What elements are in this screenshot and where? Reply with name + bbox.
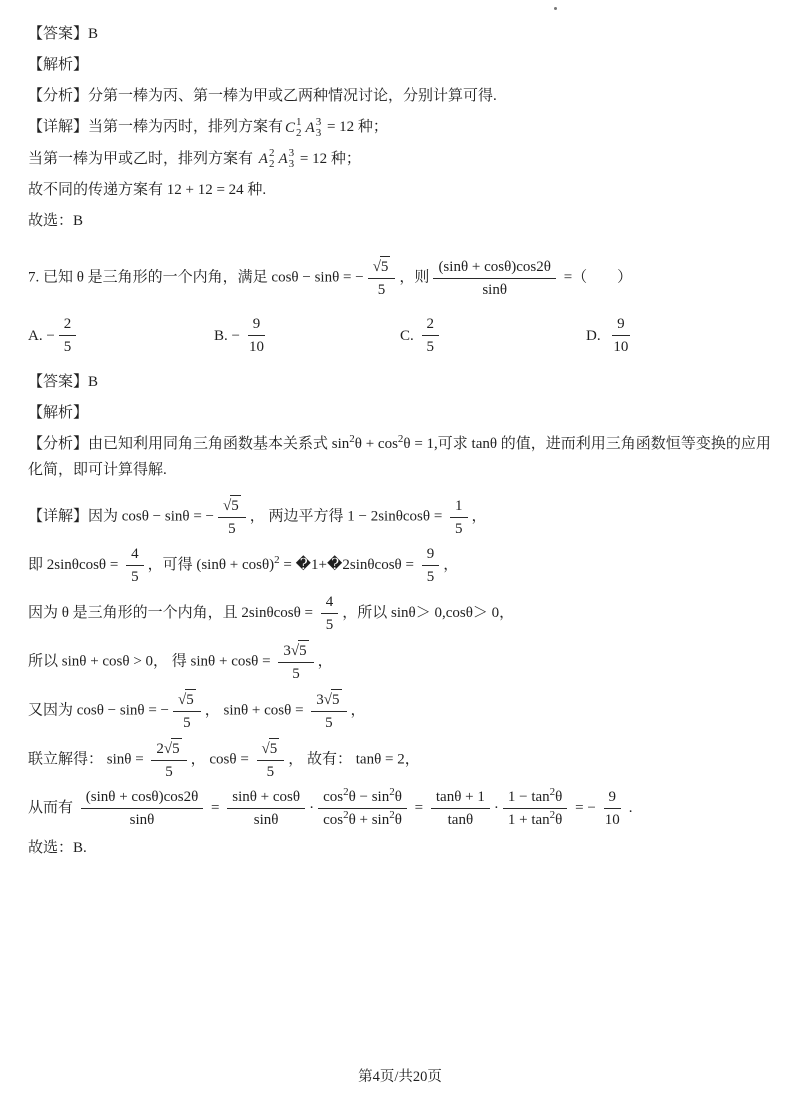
text-run: 5: [131, 569, 139, 586]
text-run: 9: [608, 789, 617, 806]
text-run: 【分析】分第一棒为丙、第一棒为甲或乙两种情况讨论，分别计算可得.: [28, 88, 497, 104]
options-row-q7: [28, 314, 772, 357]
text-run: 9: [617, 316, 625, 333]
text-run: 4: [325, 594, 334, 611]
fraction-denominator: [503, 809, 567, 830]
text-run: = −: [571, 800, 596, 817]
text-run: 9: [252, 316, 261, 333]
text-run: A. −: [28, 327, 55, 344]
radicand: [331, 689, 342, 710]
math-fraction: [218, 495, 246, 539]
radicand: [269, 738, 280, 759]
text-run: ， sinθ + cosθ =: [204, 702, 308, 719]
fraction-numerator: [278, 640, 313, 663]
radicand: [171, 738, 182, 759]
fraction-numerator: [321, 592, 339, 614]
text-run: ，: [317, 653, 333, 670]
text-run: 5: [165, 764, 173, 781]
text-run: 10: [248, 339, 264, 356]
fraction-numerator: [248, 314, 266, 336]
text-run: 从而有: [28, 800, 77, 817]
text-run: 5: [299, 643, 307, 660]
choice-q6: [28, 208, 772, 234]
math-fraction: [278, 640, 313, 684]
text-run: (sinθ + cosθ)cos2θ: [438, 258, 551, 275]
fraction-denominator: [373, 279, 391, 300]
fraction-numerator: [503, 787, 567, 809]
jiexi-label-q6: [28, 52, 772, 78]
text-run: 又因为 cosθ − sinθ = −: [28, 702, 169, 719]
fraction-numerator: [422, 314, 440, 336]
fraction-numerator: [368, 256, 396, 279]
text-run: 【解析】: [28, 57, 89, 73]
fraction-denominator: [422, 336, 440, 357]
script-sub: 2: [268, 158, 275, 171]
document-content: [28, 16, 772, 866]
fraction-numerator: [433, 257, 556, 279]
text-run: 5: [269, 741, 278, 758]
radical-sign-icon: √: [223, 498, 232, 515]
fraction-denominator: [125, 809, 160, 830]
text-run: ·: [309, 800, 315, 817]
fraction-numerator: [173, 689, 201, 712]
radicand: [298, 640, 309, 661]
text-run: 2: [63, 316, 72, 333]
text-run: ， 故有： tanθ = 2，: [288, 751, 420, 768]
square-root: [262, 738, 280, 759]
analysis-q7: [28, 431, 772, 483]
text-run: ，: [471, 508, 487, 525]
radical-sign-icon: √: [323, 692, 333, 709]
text-run: ，: [350, 702, 366, 719]
text-run: 因为 θ 是三角形的一个内角，且 2sinθcosθ =: [28, 605, 317, 622]
text-run: 5: [292, 666, 300, 683]
math-fraction: [244, 314, 269, 357]
script-base: A: [305, 119, 315, 136]
radicand: [230, 495, 241, 516]
text-run: 1 + tan: [507, 812, 550, 829]
text-run: sinθ: [129, 812, 155, 829]
math-fraction: [151, 738, 186, 782]
superscript: 2: [389, 786, 395, 799]
math-fraction: [59, 314, 77, 357]
fraction-numerator: [422, 544, 440, 566]
math-fraction: [600, 787, 625, 830]
choice-q7: [28, 835, 772, 861]
radicand: [380, 256, 391, 277]
text-run: 5: [266, 764, 275, 781]
text-run: C.: [400, 327, 418, 344]
text-run: =（ ）: [559, 269, 633, 286]
fraction-numerator: [218, 495, 246, 518]
text-run: 3: [283, 643, 291, 660]
text-run: 5: [183, 715, 191, 732]
script-sup: 3: [288, 147, 295, 160]
text-run: 5: [186, 692, 194, 709]
fraction-denominator: [450, 518, 468, 539]
script-stack: [289, 148, 295, 170]
fraction-numerator: [81, 787, 204, 809]
math-fraction: [608, 314, 633, 357]
text-run: 10: [604, 812, 620, 829]
fraction-numerator: [431, 787, 490, 809]
solution-q7-step5: [28, 689, 772, 733]
option-item: [400, 314, 586, 357]
math-fraction: [422, 544, 440, 587]
text-run: D.: [586, 327, 605, 344]
solution-q6-step2: [28, 146, 772, 173]
radical-sign-icon: √: [178, 692, 187, 709]
radical-sign-icon: √: [372, 259, 381, 276]
text-run: 故选：B.: [28, 840, 87, 857]
solution-q7-step1: [28, 495, 772, 539]
fraction-denominator: [443, 809, 479, 830]
text-run: 5: [455, 520, 463, 537]
fraction-denominator: [223, 518, 241, 539]
text-run: cos: [323, 789, 344, 806]
radicand: [185, 689, 196, 710]
text-run: sinθ: [253, 812, 279, 829]
script-base: C: [285, 119, 296, 136]
fraction-numerator: [604, 787, 622, 809]
solution-q6-step3: [28, 177, 772, 203]
text-run: 10: [613, 339, 629, 356]
math-fraction: [321, 592, 339, 635]
text-run: 即 2sinθcosθ =: [28, 557, 123, 574]
square-root: [373, 256, 391, 277]
fraction-numerator: [151, 738, 186, 761]
text-run: 所以 sinθ + cosθ > 0， 得 sinθ + cosθ =: [28, 653, 275, 670]
solution-q6-step1: [28, 114, 772, 141]
option-item: [214, 314, 400, 357]
option-item: [28, 314, 214, 357]
fraction-denominator: [321, 614, 339, 635]
math-fraction: [311, 689, 346, 733]
math-fraction: [227, 787, 305, 830]
math-fraction: [173, 689, 201, 733]
fraction-denominator: [160, 761, 178, 782]
text-run: ， 两边平方得 1 − 2sinθcosθ =: [249, 508, 447, 525]
base-with-scripts: [306, 115, 322, 141]
radical-sign-icon: √: [261, 741, 270, 758]
fraction-numerator: [612, 314, 630, 336]
page-number: 第4页/共20页: [358, 1069, 442, 1085]
text-run: cos: [323, 812, 344, 829]
superscript: 2: [343, 786, 349, 799]
fraction-denominator: [262, 761, 280, 782]
text-run: (sinθ + cosθ)cos2θ: [85, 789, 199, 806]
text-run: θ: [555, 812, 563, 829]
radical-sign-icon: √: [290, 643, 300, 660]
text-run: θ − sin: [348, 789, 390, 806]
text-run: =: [410, 800, 427, 817]
text-run: 【详解】因为 cosθ − sinθ = −: [28, 508, 214, 525]
base-with-scripts: [278, 146, 294, 172]
answer-line-q7: [28, 369, 772, 395]
math-fraction: [450, 496, 468, 539]
fraction-denominator: [126, 566, 144, 587]
math-fraction: [318, 787, 407, 830]
solution-q7-step2: [28, 544, 772, 587]
text-run: ，则: [399, 269, 430, 286]
fraction-denominator: [320, 712, 338, 733]
text-run: sinθ + cosθ: [232, 789, 301, 806]
scan-artifact-dot: [554, 7, 557, 10]
superscript: 2: [549, 809, 556, 822]
script-base: A: [278, 151, 288, 168]
script-stack: [316, 117, 322, 139]
text-run: θ = 1,可求 tanθ 的值，进而利用三角函数恒等变换的应用化简，即可计算得解.: [28, 436, 771, 479]
square-root: [164, 738, 182, 759]
fraction-denominator: [477, 279, 512, 300]
superscript: 2: [549, 786, 556, 799]
superscript: 2: [397, 433, 404, 446]
math-fraction: [368, 256, 396, 300]
script-stack: [296, 117, 302, 139]
superscript: 2: [389, 809, 395, 822]
text-run: ·: [493, 800, 499, 817]
text-run: ，可得 (sinθ + cosθ): [147, 557, 275, 574]
fraction-numerator: [318, 787, 407, 809]
text-run: 【解析】: [28, 405, 89, 422]
text-run: B. −: [214, 327, 240, 344]
text-run: = 12 种；: [323, 119, 388, 135]
text-run: 【答案】B: [28, 374, 99, 391]
answer-line-q6: [28, 21, 772, 47]
math-fraction: [126, 544, 144, 587]
text-run: ， cosθ =: [190, 751, 253, 768]
text-run: 2: [156, 741, 164, 758]
text-run: 5: [325, 617, 334, 634]
text-run: 9: [426, 546, 435, 563]
fraction-numerator: [126, 544, 144, 566]
superscript: 2: [349, 433, 355, 446]
text-run: 5: [380, 259, 389, 276]
text-run: .: [628, 800, 633, 817]
text-run: ，所以 sinθ＞ 0,cosθ＞ 0，: [342, 605, 515, 622]
solution-q7-step7: [28, 787, 772, 830]
fraction-numerator: [227, 787, 305, 809]
text-run: 5: [426, 569, 435, 586]
text-run: 【详解】当第一棒为丙时，排列方案有: [28, 119, 284, 135]
superscript: 2: [343, 809, 349, 822]
text-run: 5: [172, 741, 180, 758]
text-run: 5: [377, 282, 386, 299]
text-run: 当第一棒为甲或乙时，排列方案有: [28, 150, 257, 167]
text-run: 3: [316, 692, 324, 709]
text-run: 故选：B: [28, 213, 84, 230]
fraction-denominator: [608, 336, 633, 357]
math-fraction: [257, 738, 285, 782]
text-run: tanθ + 1: [435, 789, 485, 806]
text-run: 5: [332, 692, 340, 709]
script-sup: 1: [296, 115, 302, 128]
math-fraction: [422, 314, 440, 357]
text-run: 1: [455, 497, 463, 514]
math-fraction: [503, 787, 567, 830]
fraction-numerator: [257, 738, 285, 761]
text-run: 故不同的传递方案有 12 + 12 = 24 种.: [28, 182, 267, 199]
script-sub: 3: [315, 126, 322, 139]
text-run: 5: [228, 521, 236, 538]
script-sub: 3: [288, 158, 295, 171]
text-run: tanθ: [447, 812, 474, 829]
square-root: [324, 689, 342, 710]
text-run: θ + sin: [348, 812, 390, 829]
fraction-denominator: [178, 712, 196, 733]
page-footer: [28, 1047, 772, 1086]
text-run: 联立解得： sinθ =: [28, 751, 148, 768]
text-run: 1 − tan: [507, 789, 550, 806]
square-root: [223, 495, 241, 516]
text-run: θ: [394, 812, 402, 829]
math-fraction: [431, 787, 490, 830]
text-run: θ + cos: [354, 436, 398, 453]
text-run: sinθ: [482, 281, 508, 298]
fraction-denominator: [59, 336, 77, 357]
square-root: [291, 640, 309, 661]
text-run: 5: [231, 498, 239, 515]
text-run: 5: [63, 339, 72, 356]
text-run: =: [207, 800, 224, 817]
analysis-q6: [28, 83, 772, 109]
text-run: 【答案】B: [28, 26, 99, 42]
base-with-scripts: [259, 146, 275, 172]
radical-sign-icon: √: [163, 741, 173, 758]
script-base: A: [258, 151, 268, 168]
fraction-denominator: [287, 663, 305, 684]
solution-q7-step6: [28, 738, 772, 782]
text-run: 【分析】由已知利用同角三角函数基本关系式 sin: [28, 436, 350, 453]
square-root: [178, 689, 196, 710]
base-with-scripts: [285, 115, 302, 141]
text-run: 7. 已知 θ 是三角形的一个内角，满足 cosθ − sinθ = −: [28, 269, 364, 286]
fraction-denominator: [422, 566, 440, 587]
superscript: 2: [274, 554, 280, 567]
text-run: 4: [131, 546, 139, 563]
fraction-numerator: [59, 314, 77, 336]
solution-q7-step3: [28, 592, 772, 635]
text-run: θ: [394, 789, 402, 806]
fraction-denominator: [244, 336, 269, 357]
text-run: 5: [426, 339, 435, 356]
text-run: 5: [325, 715, 333, 732]
script-sub: 2: [296, 126, 302, 139]
math-fraction: [81, 787, 204, 830]
math-fraction: [433, 257, 556, 300]
option-item: [586, 314, 772, 357]
fraction-denominator: [600, 809, 625, 830]
fraction-denominator: [249, 809, 284, 830]
text-run: = 12 种；: [296, 150, 361, 167]
text-run: θ: [555, 789, 563, 806]
text-run: 2: [426, 316, 435, 333]
script-sup: 3: [315, 115, 322, 128]
fraction-denominator: [318, 809, 407, 830]
jiexi-label-q7: [28, 400, 772, 426]
fraction-numerator: [450, 496, 468, 518]
text-run: = �1+�2sinθcosθ =: [279, 557, 418, 574]
script-stack: [269, 148, 275, 170]
text-run: ，: [443, 557, 459, 574]
script-sup: 2: [268, 147, 275, 160]
solution-q7-step4: [28, 640, 772, 684]
fraction-numerator: [311, 689, 346, 712]
question-7: [28, 256, 772, 300]
